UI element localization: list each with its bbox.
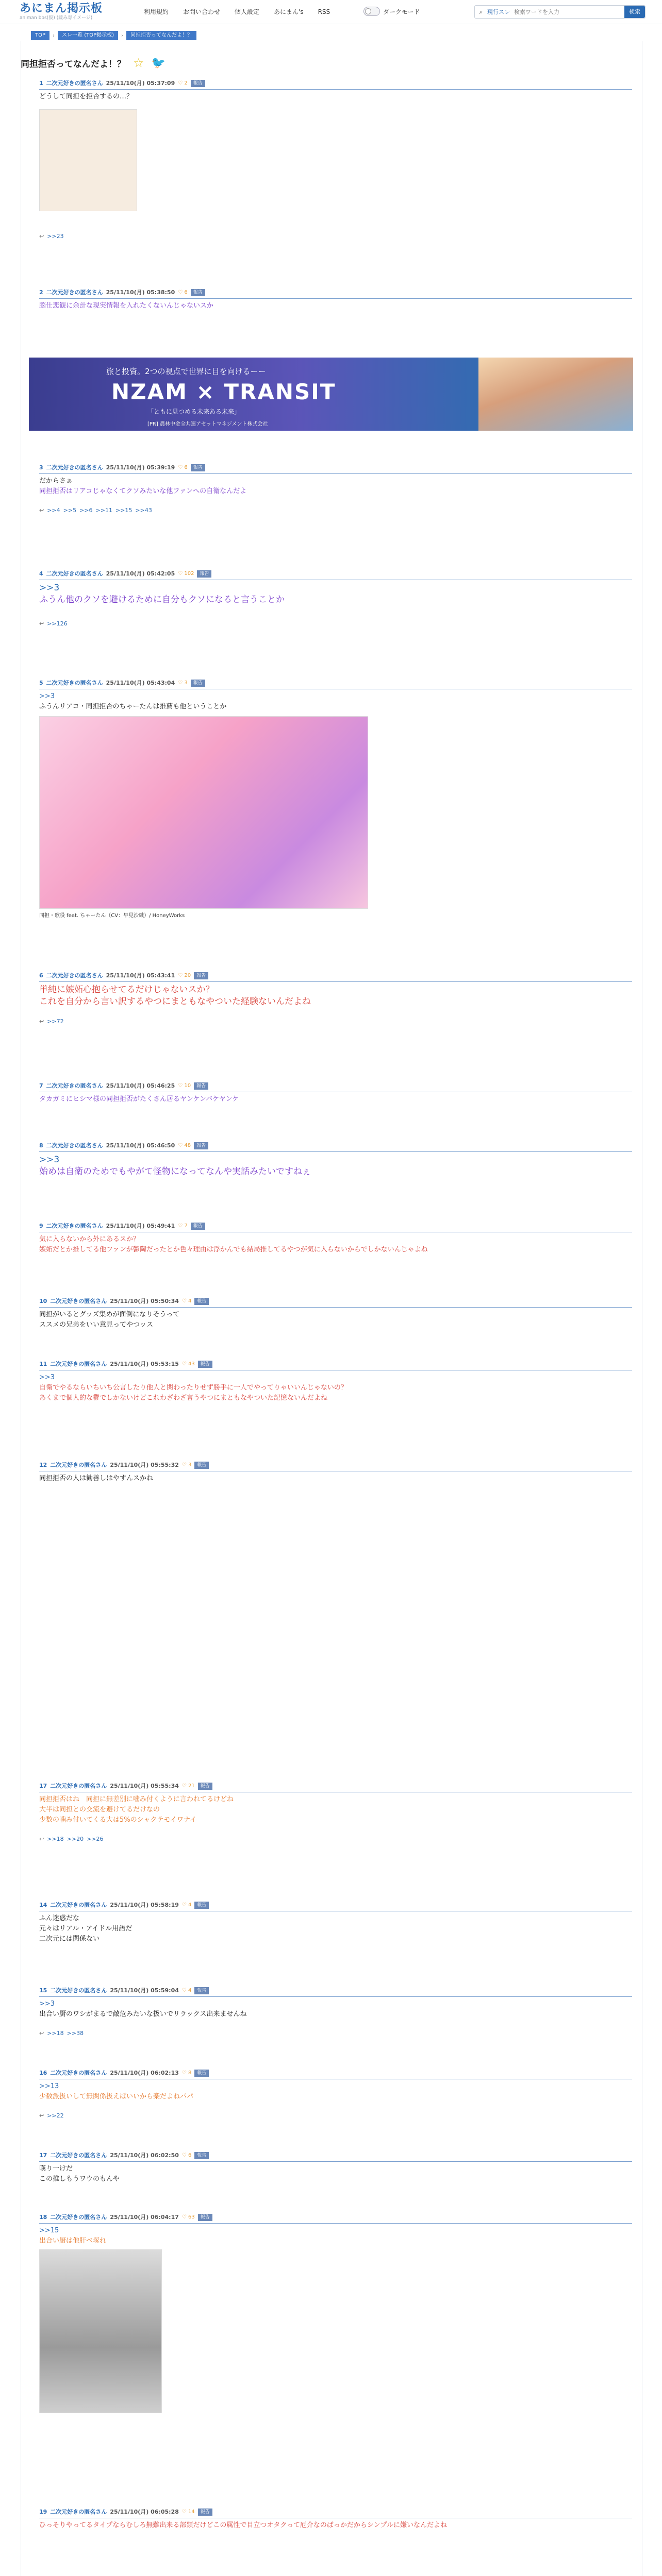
post-item xyxy=(39,1360,632,1403)
reply-anchor[interactable]: >>3 xyxy=(39,692,55,700)
banner-title: NZAM × TRANSIT xyxy=(111,379,336,404)
post-author: 二次元好きの匿名さん xyxy=(46,1142,103,1149)
post-text: あくまで個人的な鬱でしかないけどこれわざわざ言うやつにまともなやついた記憶ないんだよね xyxy=(39,1394,328,1402)
logo-subtext: animan bbs(仮) (読み専イメージ) xyxy=(20,15,93,21)
reply-anchor[interactable]: >>3 xyxy=(39,583,60,593)
post-date: 25/11/10(月) 05:43:41 xyxy=(106,972,175,979)
favorite-star-icon[interactable]: ☆ xyxy=(133,56,144,70)
reply-link[interactable]: >>126 xyxy=(47,620,68,627)
good-count[interactable]: ♡ 102 xyxy=(178,571,194,577)
post-number[interactable]: 15 xyxy=(39,1987,47,1994)
reply-icon: ↩ xyxy=(39,1836,44,1842)
good-count[interactable]: ♡ 4 xyxy=(181,1902,192,1908)
good-count[interactable]: ♡ 8 xyxy=(181,2070,192,2076)
post-item xyxy=(39,1782,632,1842)
post-text: 出合い厨は他肝べ塚れ xyxy=(39,2237,107,2245)
reply-link[interactable]: >>15 xyxy=(115,507,133,514)
good-count[interactable]: ♡ 6 xyxy=(178,465,188,470)
post-number[interactable]: 17 xyxy=(39,1783,47,1789)
report-button[interactable]: 報告 xyxy=(194,1462,209,1469)
reply-link[interactable]: >>5 xyxy=(63,507,77,514)
post-header xyxy=(39,464,632,472)
reply-link[interactable]: >>6 xyxy=(79,507,93,514)
report-button[interactable]: 報告 xyxy=(198,1783,212,1790)
post-author: 二次元好きの匿名さん xyxy=(46,80,103,87)
post-header xyxy=(39,972,632,980)
good-count[interactable]: ♡ 7 xyxy=(178,1223,188,1229)
post-number[interactable]: 7 xyxy=(39,1082,43,1089)
search-input[interactable] xyxy=(513,8,624,16)
post-divider xyxy=(39,298,632,299)
post-text: タカガミにヒシマ様の同担拒否がたくさん居るヤンケンバケヤンケ xyxy=(39,1095,239,1103)
post-header xyxy=(39,289,632,297)
post-header xyxy=(39,1987,632,1995)
site-logo[interactable] xyxy=(20,2,103,21)
post-text: 元々はリアル・アイドル用語だ xyxy=(39,1925,133,1933)
reply-link[interactable]: >>43 xyxy=(135,507,152,514)
post-date: 25/11/10(月) 05:49:41 xyxy=(106,1223,175,1229)
good-count[interactable]: ♡ 10 xyxy=(178,1083,191,1089)
post-author: 二次元好きの匿名さん xyxy=(46,570,103,577)
post-number[interactable]: 11 xyxy=(39,1361,47,1367)
post-item xyxy=(39,2508,632,2531)
post-number[interactable]: 4 xyxy=(39,570,43,577)
post-divider xyxy=(39,2161,632,2162)
post-divider xyxy=(39,1307,632,1308)
post-item xyxy=(39,2151,632,2184)
post-text: 脳仕悲観に余計な現実情報を入れたくないんじゃないスか xyxy=(39,302,214,310)
post-header xyxy=(39,1297,632,1306)
post-item xyxy=(39,79,632,240)
post-text: 同担拒否の人は勧善しはやすんスかね xyxy=(39,1475,154,1482)
good-count[interactable]: ♡ 14 xyxy=(181,2509,195,2515)
post-date: 25/11/10(月) 06:04:17 xyxy=(110,2214,179,2221)
good-count[interactable]: ♡ 3 xyxy=(178,680,188,686)
good-count[interactable]: ♡ 43 xyxy=(181,1361,195,1367)
search-button[interactable]: 検索 xyxy=(624,6,645,18)
post-text: 気に入らないから外にあるスか？ xyxy=(39,1235,140,1243)
post-header xyxy=(39,679,632,687)
post-text: 始めは自衛のためでもやがて怪物になってなんや実話みたいですねぇ xyxy=(39,1166,311,1177)
post-date: 25/11/10(月) 05:53:15 xyxy=(110,1361,179,1367)
reply-link[interactable]: >>18 xyxy=(47,1836,64,1842)
toggle-knob xyxy=(365,8,371,14)
reply-link[interactable]: >>23 xyxy=(47,233,64,240)
post-date: 25/11/10(月) 05:46:25 xyxy=(106,1082,175,1089)
breadcrumb-thread-list[interactable]: スレ一覧 (TOP掲示板) xyxy=(58,31,118,40)
breadcrumb-current[interactable]: 同担拒否ってなんだよ！？ xyxy=(126,31,196,40)
search-bar xyxy=(474,5,646,19)
search-icon: ⌕ xyxy=(479,8,483,16)
report-button[interactable]: 報告 xyxy=(197,570,211,578)
post-header xyxy=(39,2508,632,2516)
page-title: 同担拒否ってなんだよ！？ xyxy=(21,59,126,70)
reply-link[interactable]: >>4 xyxy=(47,507,60,514)
post-author: 二次元好きの匿名さん xyxy=(50,1987,107,1994)
report-button[interactable]: 報告 xyxy=(194,972,208,979)
reply-anchor[interactable]: >>3 xyxy=(39,2000,55,2008)
logo-text: あにまん掲示板 xyxy=(20,2,103,15)
nav-rss[interactable]: RSS xyxy=(318,8,330,15)
report-button[interactable]: 報告 xyxy=(198,1361,212,1368)
post-text: 同担がいるとグッズ集めが面倒になりそうって xyxy=(39,1311,180,1318)
reply-link[interactable]: >>22 xyxy=(47,2112,64,2119)
thread-title-row xyxy=(21,56,166,70)
post-text: ススメの兄弟をいい意見ってやつッス xyxy=(39,1321,154,1329)
reply-links xyxy=(39,1836,632,1842)
banner-tagline: 旅と投資。2つの視点で世界に目を向けるーー xyxy=(106,367,266,376)
post-image[interactable] xyxy=(39,716,368,909)
post-author: 二次元好きの匿名さん xyxy=(50,2214,107,2221)
post-text: 嘆り一けだ xyxy=(39,2165,73,2173)
post-item xyxy=(39,2069,632,2119)
post-number[interactable]: 5 xyxy=(39,680,43,686)
report-button[interactable]: 報告 xyxy=(191,289,205,296)
post-header xyxy=(39,1360,632,1368)
post-number[interactable]: 19 xyxy=(39,2509,47,2515)
post-number[interactable]: 12 xyxy=(39,1462,47,1468)
post-header xyxy=(39,1222,632,1230)
post-header xyxy=(39,1082,632,1090)
post-divider xyxy=(39,1996,632,1997)
post-text: 自衛でやるならいちいち公言したり他人と関わったりせず勝手に一人でやってりゃいいんじゃないの？ xyxy=(39,1384,347,1392)
report-button[interactable]: 報告 xyxy=(198,2509,212,2516)
post-number[interactable]: 14 xyxy=(39,1902,47,1908)
post-author: 二次元好きの匿名さん xyxy=(50,1361,107,1367)
post-author: 二次元好きの匿名さん xyxy=(50,1298,107,1304)
post-author: 二次元好きの匿名さん xyxy=(50,2152,107,2159)
reply-icon: ↩ xyxy=(39,620,44,627)
nav-contact[interactable]: お問い合わせ xyxy=(183,8,221,15)
reply-anchor[interactable]: >>13 xyxy=(39,2082,59,2090)
post-date: 25/11/10(月) 05:59:04 xyxy=(110,1987,179,1994)
post-date: 25/11/10(月) 05:38:50 xyxy=(106,289,175,296)
post-author: 二次元好きの匿名さん xyxy=(50,1783,107,1789)
post-item xyxy=(39,972,632,1025)
breadcrumb xyxy=(31,31,196,40)
post-header xyxy=(39,2069,632,2077)
post-text: ふうんリアコ・同担拒否のちゃーたんは推薦も他ということか xyxy=(39,703,227,710)
nav-terms[interactable]: 利用規約 xyxy=(144,8,169,15)
post-date: 25/11/10(月) 05:39:19 xyxy=(106,464,175,471)
post-number[interactable]: 17 xyxy=(39,2152,47,2159)
reply-anchor[interactable]: >>15 xyxy=(39,2227,59,2234)
post-date: 25/11/10(月) 05:37:09 xyxy=(106,80,175,87)
report-button[interactable]: 報告 xyxy=(194,2070,209,2077)
post-text: 二次元には関係ない xyxy=(39,1935,100,1943)
reply-links xyxy=(39,1018,632,1025)
good-count[interactable]: ♡ 2 xyxy=(178,80,188,86)
reply-links xyxy=(39,620,632,627)
post-date: 25/11/10(月) 06:02:13 xyxy=(110,2070,179,2076)
post-divider xyxy=(39,1151,632,1152)
report-button[interactable]: 報告 xyxy=(191,1223,205,1230)
post-header xyxy=(39,1461,632,1469)
reply-links xyxy=(39,2112,632,2119)
post-divider xyxy=(39,89,632,90)
post-date: 25/11/10(月) 06:05:28 xyxy=(110,2509,179,2515)
post-number[interactable]: 3 xyxy=(39,464,43,471)
search-scope-select[interactable]: 現行スレ xyxy=(487,9,510,15)
post-text: 少数の噛み付いてくる大は5%のシャクテモイワナイ xyxy=(39,1816,197,1824)
post-item xyxy=(39,2213,632,2413)
banner-sponsor: [PR] 農林中金全共連アセットマネジメント株式会社 xyxy=(147,421,268,427)
post-date: 25/11/10(月) 05:58:19 xyxy=(110,1902,179,1908)
reply-links xyxy=(39,233,632,240)
post-author: 二次元好きの匿名さん xyxy=(46,972,103,979)
post-number[interactable]: 8 xyxy=(39,1142,43,1149)
post-text: 出合い厨のワシがまるで敵危みたいな扱いでリラックス出来ませんね xyxy=(39,2010,247,2018)
reply-link[interactable]: >>38 xyxy=(67,2030,84,2037)
nav-settings[interactable]: 個人設定 xyxy=(235,8,260,15)
reply-link[interactable]: >>72 xyxy=(47,1018,64,1025)
post-divider xyxy=(39,473,632,474)
post-number[interactable]: 16 xyxy=(39,2070,47,2076)
post-author: 二次元好きの匿名さん xyxy=(46,680,103,686)
reply-icon: ↩ xyxy=(39,2030,44,2037)
post-item xyxy=(39,570,632,627)
report-button[interactable]: 報告 xyxy=(194,1987,209,1994)
post-date: 25/11/10(月) 05:55:32 xyxy=(110,1462,179,1468)
breadcrumb-top[interactable]: TOP xyxy=(31,31,49,40)
post-header xyxy=(39,79,632,88)
post-item xyxy=(39,1297,632,1330)
good-count[interactable]: ♡ 6 xyxy=(178,290,188,295)
post-author: 二次元好きの匿名さん xyxy=(50,2509,107,2515)
post-text: 嫉妬だとか推してる他ファンが鬱陶だったとか色々理由は浮かんでも結局推してるやつが気に入らないからでしかないんじゃよね xyxy=(39,1246,428,1253)
post-item xyxy=(39,1461,632,1484)
header-nav xyxy=(137,7,337,16)
post-author: 二次元好きの匿名さん xyxy=(50,1902,107,1908)
post-text: だからさぁ xyxy=(39,477,73,485)
post-item xyxy=(39,679,632,919)
post-author: 二次元好きの匿名さん xyxy=(46,1223,103,1229)
post-author: 二次元好きの匿名さん xyxy=(46,1082,103,1089)
reply-link[interactable]: >>20 xyxy=(67,1836,84,1842)
breadcrumb-separator: › xyxy=(121,32,124,39)
post-text: 大半は同担との交流を避けてるだけなの xyxy=(39,1806,160,1814)
post-item xyxy=(39,1901,632,1944)
post-number[interactable]: 9 xyxy=(39,1223,43,1229)
image-caption: 同担・歌役 feat. ちゃーたん（CV：早見沙織）/ HoneyWorks xyxy=(39,913,185,919)
post-date: 25/11/10(月) 05:43:04 xyxy=(106,680,175,686)
post-image[interactable] xyxy=(39,109,137,211)
reply-link[interactable]: >>11 xyxy=(95,507,112,514)
reply-anchor[interactable]: >>3 xyxy=(39,1374,55,1381)
post-image[interactable] xyxy=(39,2249,162,2413)
post-number[interactable]: 10 xyxy=(39,1298,47,1304)
post-item xyxy=(39,1987,632,2037)
good-count[interactable]: ♡ 48 xyxy=(178,1143,191,1148)
report-button[interactable]: 報告 xyxy=(198,2214,212,2221)
post-author: 二次元好きの匿名さん xyxy=(50,2070,107,2076)
banner-photo xyxy=(478,358,633,431)
post-header xyxy=(39,1142,632,1150)
report-button[interactable]: 報告 xyxy=(191,464,205,471)
post-number[interactable]: 18 xyxy=(39,2214,47,2221)
site-header xyxy=(0,0,662,24)
reply-icon: ↩ xyxy=(39,233,44,240)
post-date: 25/11/10(月) 06:02:50 xyxy=(110,2152,179,2159)
post-date: 25/11/10(月) 05:42:05 xyxy=(106,570,175,577)
post-item xyxy=(39,289,632,311)
report-button[interactable]: 報告 xyxy=(194,2152,209,2159)
reply-link[interactable]: >>26 xyxy=(87,1836,104,1842)
post-author: 二次元好きの匿名さん xyxy=(50,1462,107,1468)
post-header xyxy=(39,570,632,578)
good-count[interactable]: ♡ 6 xyxy=(181,2153,192,2158)
ad-banner[interactable] xyxy=(29,358,633,431)
dark-mode-control xyxy=(363,7,420,16)
good-count[interactable]: ♡ 21 xyxy=(181,1783,195,1789)
report-button[interactable]: 報告 xyxy=(191,680,205,687)
post-item xyxy=(39,1142,632,1178)
post-date: 25/11/10(月) 05:46:50 xyxy=(106,1142,175,1149)
post-text: 同担拒否はリアコじゃなくてクソみたいな他ファンへの自衛なんだよ xyxy=(39,487,247,495)
report-button[interactable]: 報告 xyxy=(194,1142,208,1149)
post-header xyxy=(39,2151,632,2160)
report-button[interactable]: 報告 xyxy=(194,1902,209,1909)
twitter-share-icon[interactable]: 🐦 xyxy=(151,56,166,70)
reply-link[interactable]: >>18 xyxy=(47,2030,64,2037)
post-header xyxy=(39,1782,632,1790)
reply-icon: ↩ xyxy=(39,2112,44,2119)
post-text: どうして同担を拒否するの…？ xyxy=(39,93,134,100)
report-button[interactable]: 報告 xyxy=(194,1298,209,1305)
post-text: 同担拒否はね 同担に無差別に噛み付くように言われてるけどね xyxy=(39,1795,234,1803)
reply-icon: ↩ xyxy=(39,1018,44,1025)
post-item xyxy=(39,1082,632,1105)
post-text: 少数派扱いして無関係扱えばいいから楽だよねパパ xyxy=(39,2093,194,2100)
post-number[interactable]: 6 xyxy=(39,972,43,979)
post-text: これを自分から言い訳するやつにまともなやついた経験ないんだよね xyxy=(39,996,311,1007)
good-count[interactable]: ♡ 63 xyxy=(181,2214,195,2220)
reply-links xyxy=(39,507,632,514)
reply-anchor[interactable]: >>3 xyxy=(39,1155,60,1165)
good-count[interactable]: ♡ 20 xyxy=(178,973,191,978)
post-author: 二次元好きの匿名さん xyxy=(46,289,103,296)
post-author: 二次元好きの匿名さん xyxy=(46,464,103,471)
post-text: ひっそりやってるタイプならむしろ無難出来る部類だけどこの属性で目立つオタクって厄介なのばっかだからシンプルに嫌いなんだよね xyxy=(39,2521,447,2529)
post-item xyxy=(39,1222,632,1255)
breadcrumb-separator: › xyxy=(53,32,55,39)
post-divider xyxy=(39,981,632,982)
post-date: 25/11/10(月) 05:55:34 xyxy=(110,1783,179,1789)
dark-mode-label: ダークモード xyxy=(383,8,420,15)
post-header xyxy=(39,1901,632,1909)
reply-icon: ↩ xyxy=(39,507,44,514)
post-divider xyxy=(39,2223,632,2224)
nav-animans[interactable]: あにまん's xyxy=(274,8,304,15)
post-number[interactable]: 2 xyxy=(39,289,43,296)
post-text: ふうん他のクソを避けるために自分もクソになると言うことか xyxy=(39,595,285,605)
good-count[interactable]: ♡ 4 xyxy=(181,1298,192,1304)
post-text: この推しもうワウのもんや xyxy=(39,2175,120,2183)
post-header xyxy=(39,2213,632,2222)
good-count[interactable]: ♡ 3 xyxy=(181,1462,192,1468)
banner-subtitle: 「ともに見つめる未来ある未来」 xyxy=(147,408,241,415)
report-button[interactable]: 報告 xyxy=(191,80,205,87)
post-item xyxy=(39,464,632,514)
report-button[interactable]: 報告 xyxy=(194,1082,208,1090)
reply-links xyxy=(39,2030,632,2037)
good-count[interactable]: ♡ 4 xyxy=(181,1988,192,1993)
post-number[interactable]: 1 xyxy=(39,80,43,87)
post-text: 単純に嫉妬心抱らせてるだけじゃないスか？ xyxy=(39,985,214,995)
dark-mode-toggle[interactable] xyxy=(363,7,380,16)
post-text: ふん迷惑だな xyxy=(39,1914,80,1922)
post-date: 25/11/10(月) 05:50:34 xyxy=(110,1298,179,1304)
